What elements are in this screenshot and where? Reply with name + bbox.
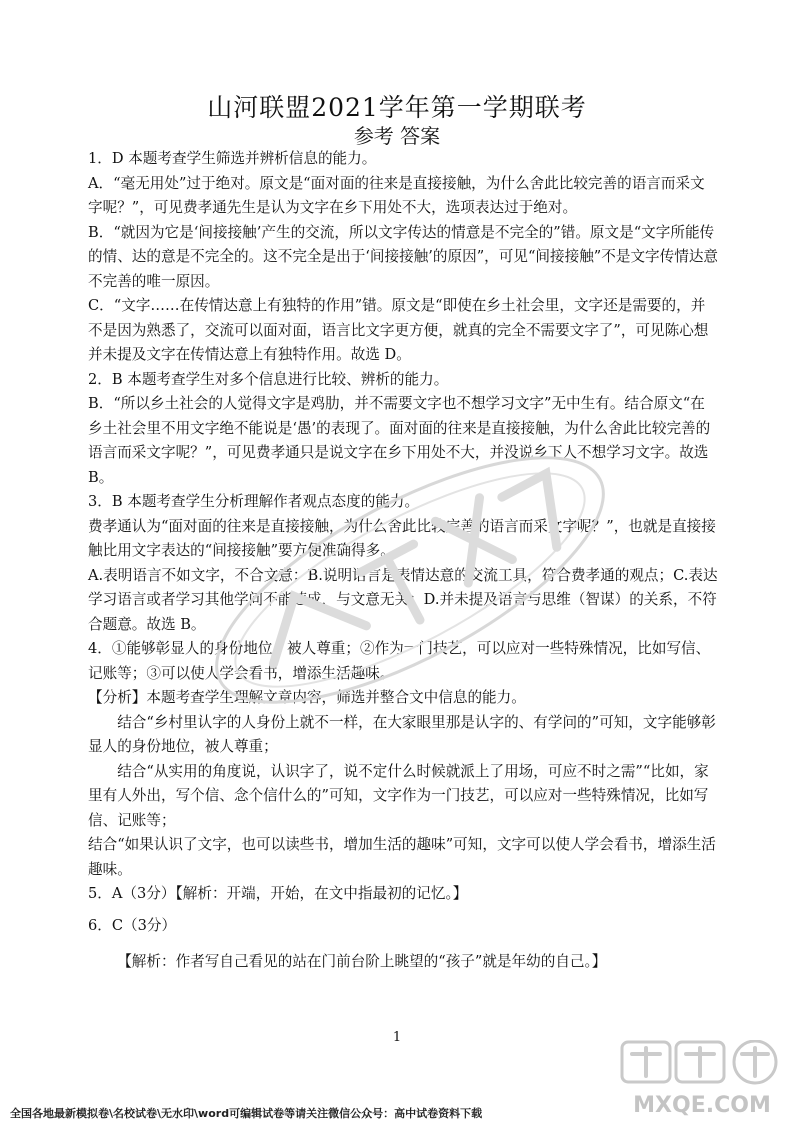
answer-4-detail-3: 结合“如果认识了文字，也可以读些书，增加生活的趣味”可知，文字可以使人学会看书，增添生活趣味。	[88, 836, 716, 878]
answer-2-header: 2．B 本题考查学生对多个信息进行比较、辨析的能力。	[88, 370, 449, 388]
watermark-url: MXQE.COM	[633, 1093, 771, 1118]
answer-6: 6．C（3分）	[88, 916, 177, 934]
answer-logo-watermark	[620, 1040, 785, 1120]
answer-6-analysis: 【解析：作者写自己看见的站在门前台阶上眺望的“孩子”就是年幼的自己。】	[117, 953, 607, 970]
answer-body	[88, 147, 718, 975]
option-c-analysis: C．“文字……在传情达意上有独特的作用”错。原文是“即使在乡土社会里，文字还是需要的，并不是因为熟悉了，交流可以面对面，语言比文字更方便，就真的完全不需要文字了”，可见陈心想并未提及文字在传情达意上有独特作用。故选 D。	[88, 297, 709, 363]
option-b-analysis: B．“就因为它是‘间接接触’产生的交流，所以文字传达的情意是不完全的”错。原文是“文字所能传的情、达的意是不完全的。这不完全是出于‘间接接触’的原因”，可见“间接接触”不是文字传情达意不完善的唯一原因。	[88, 223, 719, 290]
option-a-analysis: A．“毫无用处”过于绝对。原文是“面对面的往来是直接接触，为什么舍此比较完善的语言而采文字呢？”，可见费孝通先生是认为文字在乡下用处不大，选项表达过于绝对。	[88, 174, 705, 216]
answer-4-analysis-header: 【分析】本题考查学生理解文章内容，筛选并整合文中信息的能力。	[88, 689, 526, 706]
answer-3-header: 3．B 本题考查学生分析理解作者观点态度的能力。	[88, 493, 420, 510]
document-subtitle: 参考 答案	[353, 124, 441, 148]
answer-3-quote: 费孝通认为“面对面的往来是直接接触，为什么舍此比较完善的语言而采文字呢？”，也就是直接接触比用文字表达的“间接接触”要方便准确得多。	[88, 517, 716, 559]
answer-5: 5．A（3分）【解析：开端，开始，在文中指最初的记忆。】	[88, 885, 468, 902]
answer-3-options: A.表明语言不如文字，不合文意；B.说明语言是表情达意的交流工具，符合费孝通的观点；C.表达学习语言或者学习其他学问不能速成，与文意无关；D.并未提及语言与思维（智谋）的关系，不符合题意。故选 B。	[88, 566, 718, 633]
answer-4-detail-2: 结合“从实用的角度说，认识字了，说不定什么时候就派上了用场，可应不时之需”“比如，家里有人外出，写个信、念个信什么的”可知，文字作为一门技艺，可以应对一些特殊情况，比如写信、记账等；	[88, 762, 709, 829]
answer-4-points: 4．①能够彰显人的身份地位，被人尊重；②作为一门技艺，可以应对一些特殊情况，比如写信、记账等；③可以使人学会看书，增添生活趣味。	[88, 640, 711, 682]
answer-4-detail-1: 结合“乡村里认字的人身份上就不一样，在大家眼里那是认字的、有学问的”可知，文字能够彰显人的身份地位，被人尊重；	[88, 713, 716, 755]
footer-note: 全国各地最新模拟卷\名校试卷\无水印\word可编辑试卷等请关注微信公众号：高中试卷资料下载	[10, 1107, 483, 1120]
answer-1-header: 1．D 本题考查学生筛选并辨析信息的能力。	[88, 150, 377, 167]
document-title: 山河联盟2021学年第一学期联考	[207, 93, 587, 122]
answer-2-analysis: B．“所以乡土社会的人觉得文字是鸡肋，并不需要文字也不想学习文字”无中生有。结合原文“在乡土社会里不用文字绝不能说是‘愚’的表现了。面对面的往来是直接接触，为什么舍此比较完善的语言而采文字呢？”，可见费孝通只是说文字在乡下用处不大，并没说乡下人不想学习文字。故选 B。	[88, 395, 711, 486]
page-number: 1	[392, 1030, 402, 1045]
